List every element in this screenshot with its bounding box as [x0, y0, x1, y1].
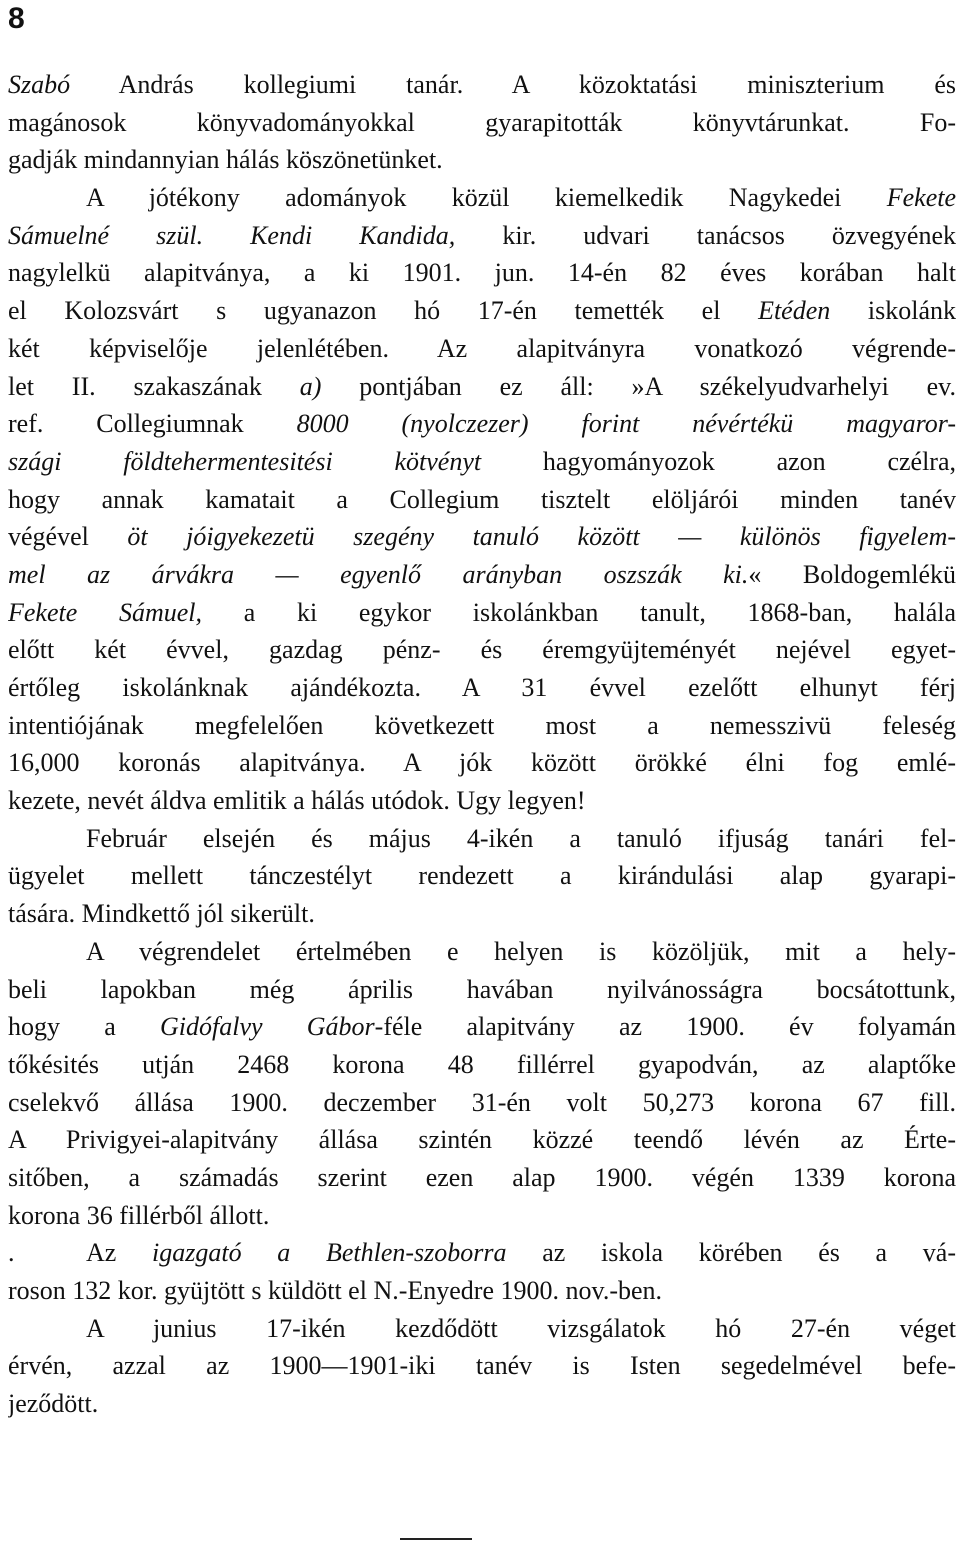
text-segment: nagylelkü alapitványa, a ki 1901. jun. 14-én 82 éves korában halt — [8, 258, 956, 288]
italic-text: Sámuelné szül. Kendi Kandida, — [8, 220, 456, 250]
text-segment: a ki egykor iskolánkban tanult, 1868-ban, halála — [202, 597, 956, 627]
text-segment: korona 36 fillérből állott. — [8, 1200, 270, 1230]
text-segment: az iskola körében és a vá- — [506, 1238, 956, 1268]
text-segment: iskolánk — [830, 296, 956, 326]
text-segment: András kollegiumi tanár. A közoktatási miniszterium és — [70, 70, 956, 99]
text-line — [8, 330, 956, 368]
text-line — [8, 368, 956, 406]
text-segment: . — [8, 1238, 15, 1268]
text-segment: gadják mindannyian hálás köszönetünket. — [8, 145, 443, 175]
italic-text: mel az árvákra — egyenlő arányban oszszák ki. — [8, 559, 749, 589]
text-line — [8, 556, 956, 594]
text-segment: intentiójának megfelelően következett most a nemesszivü feleség — [8, 710, 956, 740]
text-line — [8, 1121, 956, 1159]
italic-text: Gidófalvy Gábor — [160, 1012, 375, 1042]
text-segment: roson 132 kor. gyüjtött s küldött el N.-Enyedre 1900. nov.-ben. — [8, 1276, 663, 1305]
text-line — [8, 217, 956, 255]
page-number: 8 — [8, 2, 25, 35]
text-line — [8, 857, 956, 895]
text-segment: hogy annak kamatait a Collegium tisztelt elöljárói minden tanév — [8, 484, 956, 514]
text-segment: kir. udvari tanácsos özvegyének — [455, 220, 956, 250]
text-line — [8, 933, 956, 971]
text-line — [8, 1008, 956, 1046]
text-segment: ref. Collegiumnak — [8, 409, 297, 439]
text-segment: pontjában ez áll: »A székelyudvarhelyi ev. — [321, 371, 956, 401]
text-line — [8, 1159, 956, 1197]
text-line — [8, 820, 956, 858]
text-segment: A jótékony adományok közül kiemelkedik Nagykedei — [86, 183, 887, 213]
bottom-rule — [400, 1538, 472, 1540]
text-segment: Az — [86, 1238, 153, 1268]
text-segment: tőkésités utján 2468 korona 48 fillérrel gyapodván, az alaptőke — [8, 1049, 956, 1079]
text-segment: előtt két évvel, gazdag pénz- és éremgyüjteményét nejével egyet- — [8, 635, 956, 665]
text-line — [8, 254, 956, 292]
italic-text: 8000 (nyolczezer) forint névértékü magyaror- — [296, 409, 956, 439]
text-segment: -féle alapitvány az 1900. év folyamán — [374, 1012, 956, 1042]
text-segment: cselekvő állása 1900. deczember 31-én volt 50,273 korona 67 fill. — [8, 1087, 956, 1117]
text-segment: 16,000 koronás alapitványa. A jók között örökké élni fog emlé- — [8, 748, 956, 778]
italic-text: szági földtehermentesitési kötvényt — [8, 446, 482, 476]
text-segment: A Privigyei-alapitvány állása szintén közzé teendő lévén az Érte- — [8, 1125, 956, 1155]
text-line — [8, 292, 956, 330]
text-line — [8, 1310, 956, 1348]
text-line — [8, 1084, 956, 1122]
text-line — [8, 669, 956, 707]
text-line — [8, 1046, 956, 1084]
text-line — [8, 1272, 956, 1310]
text-line — [8, 707, 956, 745]
text-line — [8, 631, 956, 669]
italic-text: Szabó — [8, 70, 71, 99]
text-segment: A végrendelet értelmében e helyen is közöljük, mit a hely- — [86, 936, 956, 966]
text-line — [8, 594, 956, 632]
text-segment: let II. szakaszának — [8, 371, 300, 401]
text-segment: két képviselője jelenlétében. Az alapitványra vonatkozó végrende- — [8, 333, 956, 363]
text-line — [8, 179, 956, 217]
text-segment: hagyományozok azon czélra, — [481, 446, 956, 476]
text-segment: jeződött. — [8, 1389, 99, 1419]
text-line — [8, 782, 956, 820]
text-line — [8, 895, 956, 933]
italic-text: Fekete — [886, 183, 956, 213]
text-segment: Február elsején és május 4-ikén a tanuló ifjuság tanári fel- — [86, 823, 956, 853]
text-line — [8, 1347, 956, 1385]
text-segment: hogy a — [8, 1012, 160, 1042]
text-line — [8, 1234, 956, 1272]
text-line — [8, 66, 956, 104]
text-line — [8, 1385, 956, 1423]
text-line — [8, 443, 956, 481]
italic-text: Fekete Sámuel, — [8, 597, 203, 627]
text-segment: végével — [8, 522, 128, 552]
italic-text: öt jóigyekezetü szegény tanuló között — különös figyelem- — [127, 522, 956, 552]
italic-text: Etéden — [758, 296, 831, 326]
text-line — [8, 971, 956, 1009]
text-line — [8, 481, 956, 519]
text-segment: A junius 17-ikén kezdődött vizsgálatok hó 27-én véget — [86, 1313, 956, 1343]
text-segment: « Boldogemlékü — [748, 559, 956, 589]
body-text — [8, 66, 956, 1423]
text-segment: sitőben, a számadás szerint ezen alap 1900. végén 1339 korona — [8, 1162, 956, 1192]
text-line — [8, 1197, 956, 1235]
text-line — [8, 405, 956, 443]
italic-text: igazgató a Bethlen-szoborra — [152, 1238, 507, 1268]
text-line — [8, 518, 956, 556]
text-segment: beli lapokban még április havában nyilvánosságra bocsátottunk, — [8, 974, 956, 1004]
text-segment: értőleg iskolánknak ajándékozta. A 31 évvel ezelőtt elhunyt férj — [8, 673, 956, 702]
text-segment: el Kolozsvárt s ugyanazon hó 17-én temették el — [8, 296, 759, 326]
text-segment: érvén, azzal az 1900—1901-iki tanév is Isten segedelmével befe- — [8, 1351, 956, 1381]
text-segment: magánosok könyvadományokkal gyarapitották könyvtárunkat. Fo- — [8, 107, 956, 137]
text-line — [8, 104, 956, 142]
text-line — [8, 141, 956, 179]
text-segment: ügyelet mellett tánczestélyt rendezett a kirándulási alap gyarapi- — [8, 861, 956, 891]
text-segment: tására. Mindkettő jól sikerült. — [8, 899, 315, 929]
italic-text: a) — [299, 371, 322, 401]
text-line — [8, 744, 956, 782]
text-segment: kezete, nevét áldva emlitik a hálás utódok. Ugy legyen! — [8, 786, 586, 816]
